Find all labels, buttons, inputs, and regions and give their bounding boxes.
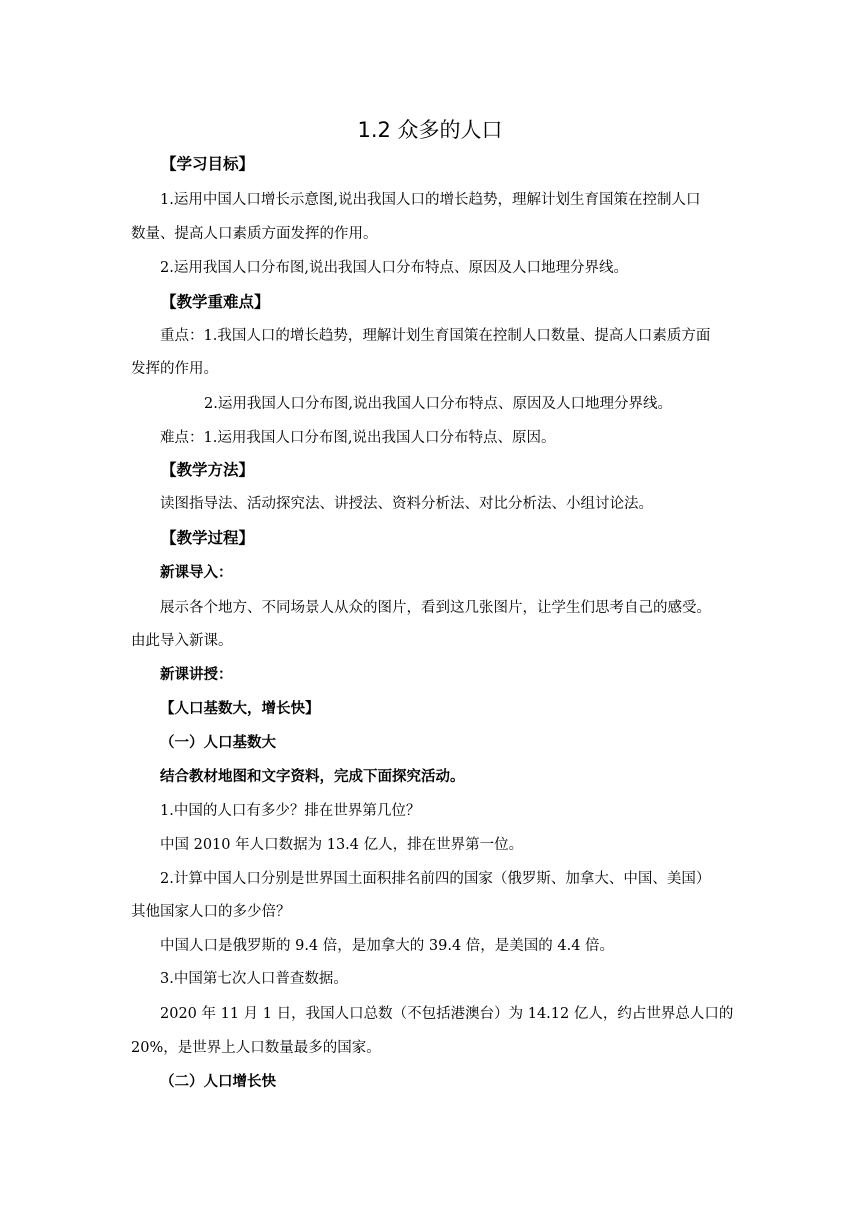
key-point-line1: 重点：1.我国人口的增长趋势，理解计划生育国策在控制人口数量、提高人口素质方面 — [160, 328, 711, 344]
question-2-line1: 2.计算中国人口分别是世界国土面积排名前四的国家（俄罗斯、加拿大、中国、美国） — [160, 871, 711, 887]
answer-1: 中国 2010 年人口数据为 13.4 亿人，排在世界第一位。 — [160, 837, 524, 853]
sub2-heading: （二）人口增长快 — [160, 1073, 276, 1090]
answer-3-line2: 20%，是世界上人口数量最多的国家。 — [131, 1040, 381, 1056]
page-title: 1.2 众多的人口 — [357, 118, 503, 142]
intro-line1: 展示各个地方、不同场景人从众的图片，看到这几张图片，让学生们思考自己的感受。 — [160, 600, 711, 616]
question-2-line2: 其他国家人口的多少倍？ — [131, 904, 291, 920]
activity-prompt: 结合教材地图和文字资料，完成下面探究活动。 — [160, 768, 465, 785]
objectives-heading: 【学习目标】 — [161, 155, 255, 173]
intro-label: 新课导入： — [160, 564, 233, 581]
key-points-heading: 【教学重难点】 — [161, 293, 270, 311]
question-1: 1.中国的人口有多少？排在世界第几位？ — [160, 803, 421, 819]
methods-text: 读图指导法、活动探究法、讲授法、资料分析法、对比分析法、小组讨论法。 — [160, 496, 653, 512]
methods-heading: 【教学方法】 — [161, 461, 255, 479]
topic-heading: 【人口基数大，增长快】 — [160, 700, 320, 717]
lecture-label: 新课讲授： — [160, 666, 233, 683]
difficult-point: 难点：1.运用我国人口分布图,说出我国人口分布特点、原因。 — [160, 430, 556, 446]
process-heading: 【教学过程】 — [161, 529, 255, 547]
answer-2: 中国人口是俄罗斯的 9.4 倍，是加拿大的 39.4 倍，是美国的 4.4 倍。 — [160, 938, 615, 954]
intro-line2: 由此导入新课。 — [131, 633, 233, 649]
question-3: 3.中国第七次人口普查数据。 — [160, 971, 348, 987]
sub1-heading: （一）人口基数大 — [160, 734, 276, 751]
objective-1-line2: 数量、提高人口素质方面发挥的作用。 — [131, 226, 378, 242]
objective-1-line1: 1.运用中国人口增长示意图,说出我国人口的增长趋势，理解计划生育国策在控制人口 — [160, 192, 701, 208]
key-point-2: 2.运用我国人口分布图,说出我国人口分布特点、原因及人口地理分界线。 — [204, 396, 672, 412]
key-point-line2: 发挥的作用。 — [131, 361, 218, 377]
answer-3-line1: 2020 年 11 月 1 日，我国人口总数（不包括港澳台）为 14.12 亿人，约占世界总人口的 — [160, 1006, 734, 1022]
objective-2: 2.运用我国人口分布图,说出我国人口分布特点、原因及人口地理分界线。 — [160, 260, 628, 276]
